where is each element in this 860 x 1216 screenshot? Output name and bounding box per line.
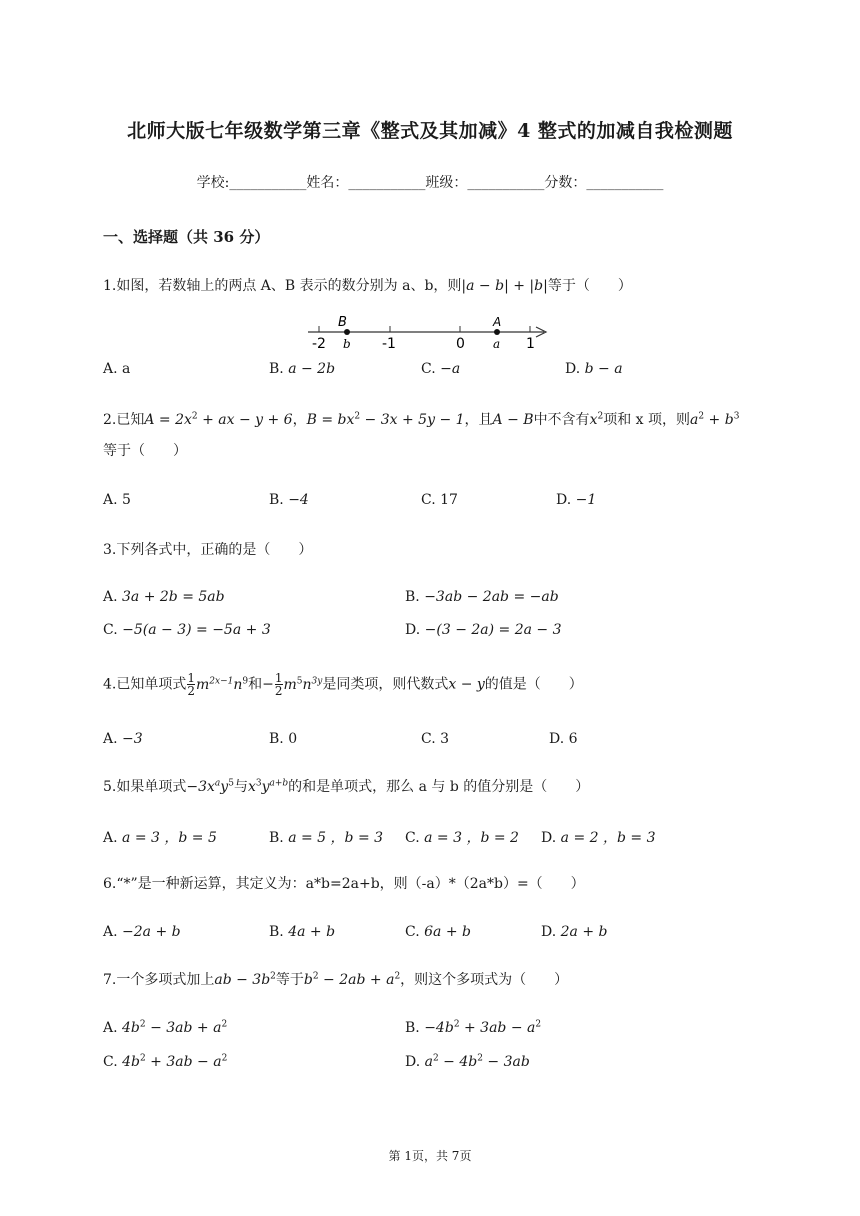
tick-label: -2 xyxy=(312,336,326,352)
q3-option-d[interactable]: D. −(3 − 2a) = 2a − 3 xyxy=(405,622,562,638)
question-5: 5.如果单项式$-3x^ay^5$与$x^3y^{a+b}$的和是单项式，那么 a 与 b 的值分别是（ ） xyxy=(103,778,590,795)
q5-option-b[interactable]: B. a = 5 ，b = 3 xyxy=(269,830,384,846)
q3-option-a[interactable]: A. 3a + 2b = 5ab xyxy=(103,589,225,605)
q5-option-c[interactable]: C. a = 3 ，b = 2 xyxy=(405,830,519,846)
student-info-line: 学校:___________姓名：___________班级：___________分数：___________ xyxy=(196,175,664,191)
tick-label: 0 xyxy=(456,336,465,352)
question-2-line-2: 等于（ ） xyxy=(103,443,187,459)
q4-option-d[interactable]: D. 6 xyxy=(549,731,578,747)
section-heading: 一、选择题（共 36 分） xyxy=(103,228,270,246)
q1-option-c[interactable]: C. −a xyxy=(421,361,461,377)
q2-option-d[interactable]: D. −1 xyxy=(556,492,597,508)
point-b-label: B xyxy=(338,315,347,330)
q1-option-d[interactable]: D. b − a xyxy=(565,361,623,377)
q5-option-a[interactable]: A. a = 3 ，b = 5 xyxy=(103,830,217,846)
q1-option-b[interactable]: B. a − 2b xyxy=(269,361,336,377)
q6-option-a[interactable]: A. −2a + b xyxy=(103,924,181,940)
q6-option-c[interactable]: C. 6a + b xyxy=(405,924,471,940)
q7-option-d[interactable]: D. $a^2 - 4b^2 - 3ab$ xyxy=(405,1053,530,1070)
q2-option-c[interactable]: C. 17 xyxy=(421,492,458,508)
q4-option-b[interactable]: B. 0 xyxy=(269,731,298,747)
page-footer: 第 1页，共 7页 xyxy=(388,1149,472,1163)
question-7: 7.一个多项式加上ab − $3b^2$等于$b^2 - 2ab + a^2$，则这个多项式为（ ） xyxy=(103,971,569,988)
q3-option-c[interactable]: C. −5(a − 3) = −5a + 3 xyxy=(103,622,271,638)
q1-expression: |a − b| + |b| xyxy=(461,278,548,294)
q7-option-b[interactable]: B. $-4b^2 + 3ab - a^2$ xyxy=(405,1019,542,1036)
point-b-var: b xyxy=(343,337,351,351)
page-title: 北师大版七年级数学第三章《整式及其加减》4 整式的加减自我检测题 xyxy=(127,120,733,142)
q5-option-d[interactable]: D. a = 2 ，b = 3 xyxy=(541,830,656,846)
question-6: 6.“*”是一种新运算，其定义为：a*b=2a+b，则（-a）*（2a*b）=（ ） xyxy=(103,876,585,892)
q4-option-c[interactable]: C. 3 xyxy=(421,731,450,747)
point-a-var: a xyxy=(493,337,501,351)
q3-option-b[interactable]: B. −3ab − 2ab = −ab xyxy=(405,589,559,605)
question-3: 3.下列各式中，正确的是（ ） xyxy=(103,542,313,558)
q4-option-a[interactable]: A. −3 xyxy=(103,731,143,747)
point-a-marker xyxy=(494,329,500,335)
question-4: 4.已知单项式 $\frac{1}{2}$ $m^{2x-1}n^9$和− $\frac{1}{2}$ $m^5n^{3y}$是同类项，则代数式x − y的值是（ ） xyxy=(103,671,583,698)
q7-option-c[interactable]: C. $4b^2 + 3ab - a^2$ xyxy=(103,1053,228,1070)
q2-option-b[interactable]: B. −4 xyxy=(269,492,309,508)
question-2: 2.已知$A = 2x^2$ + ax − y + 6，$B = bx^2 - 3x + 5y - 1$，且A − B中不含有$x^2$项和 x 项，则$a^2 + b^3$ xyxy=(103,411,740,428)
q6-option-b[interactable]: B. 4a + b xyxy=(269,924,336,940)
point-a-label: A xyxy=(493,315,502,329)
q6-option-d[interactable]: D. 2a + b xyxy=(541,924,608,940)
q1-option-a[interactable]: A. a xyxy=(103,361,131,377)
q2-option-a[interactable]: A. 5 xyxy=(103,492,131,508)
tick-label: -1 xyxy=(382,336,396,352)
number-line-figure xyxy=(300,312,560,354)
question-1: 1.如图，若数轴上的两点 A、B 表示的数分别为 a、b，则|a − b| + |b|等于（ ） xyxy=(103,278,632,294)
q7-option-a[interactable]: A. $4b^2 - 3ab + a^2$ xyxy=(103,1019,228,1036)
tick-label: 1 xyxy=(526,336,535,352)
